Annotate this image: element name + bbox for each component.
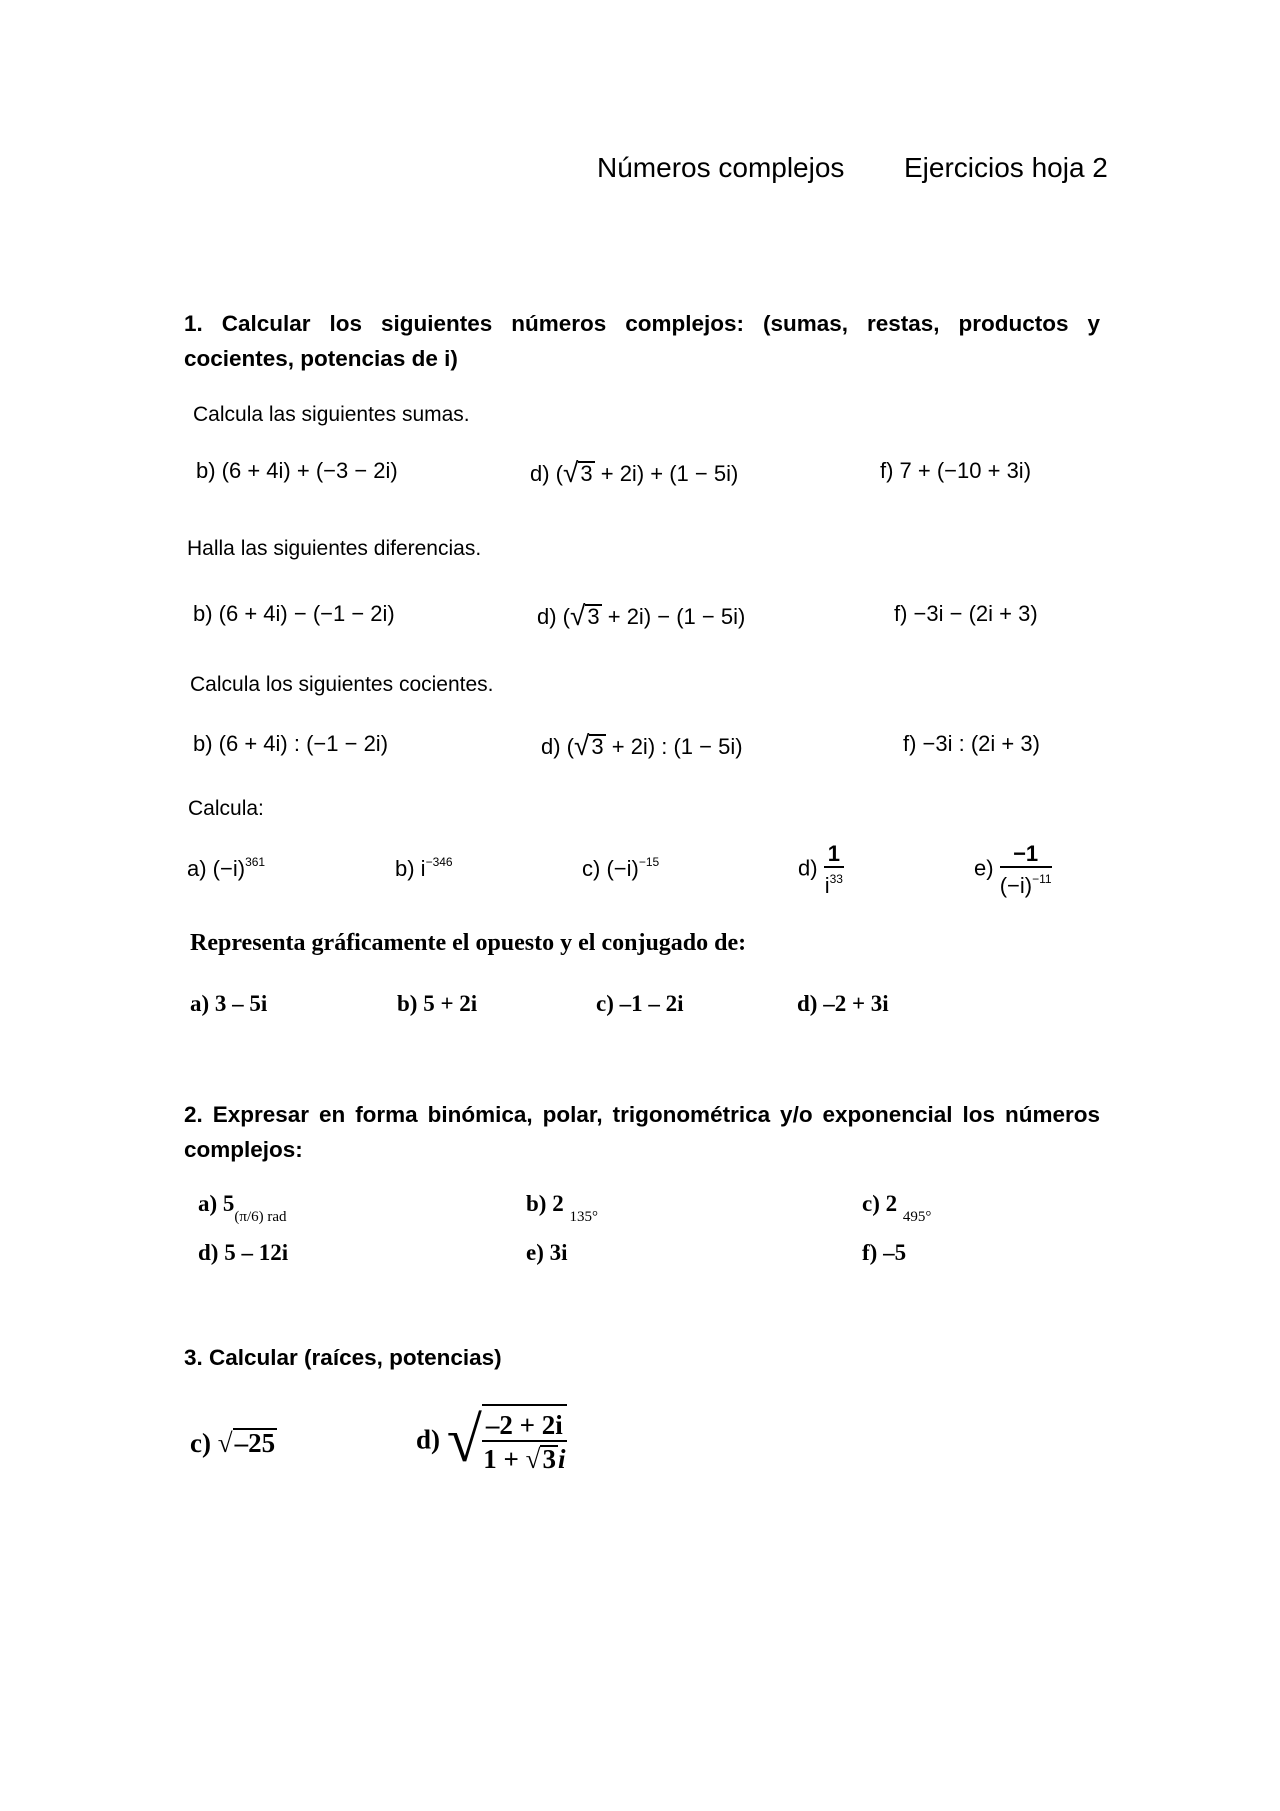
big-sqrt-icon: √ <box>446 1404 482 1475</box>
root-c-radicand: –25 <box>234 1428 276 1458</box>
root-c-label: c) <box>190 1428 211 1458</box>
potencias-e-num: −1 <box>1000 842 1052 868</box>
diferencias-d-root: 3 <box>587 604 600 629</box>
representa-a: a) 3 – 5i <box>190 991 268 1016</box>
cocientes-d-prefix: d) ( <box>541 734 574 759</box>
potencias-a-base: a) (−i) <box>187 856 246 881</box>
sumas-d-prefix: d) ( <box>530 461 563 486</box>
sqrt-icon: √ <box>574 730 590 761</box>
diferencias-b: b) (6 + 4i) − (−1 − 2i) <box>193 601 395 626</box>
potencias-d-label: d) <box>798 855 818 881</box>
cocientes-f: f) −3i : (2i + 3) <box>903 731 1040 756</box>
sumas-f: f) 7 + (−10 + 3i) <box>880 458 1032 483</box>
potencias-a <box>187 855 265 882</box>
polar-b <box>526 1191 598 1226</box>
diferencias-d-suffix: + 2i) − (1 − 5i) <box>601 604 746 629</box>
potencias-e-label: e) <box>974 855 994 881</box>
question-2: 2. Expresar en forma binómica, polar, trigonométrica y/o exponencial los números complejos: <box>184 1102 1100 1162</box>
representa-c: c) –1 – 2i <box>596 991 684 1016</box>
sqrt-icon: √ <box>217 1428 233 1458</box>
potencias-e-den <box>1000 868 1052 897</box>
potencias-title: Calcula: <box>188 797 264 820</box>
diferencias-f: f) −3i − (2i + 3) <box>894 601 1038 626</box>
sumas-d-suffix: + 2i) + (1 − 5i) <box>594 461 739 486</box>
root-d-den-prefix: 1 + <box>483 1444 526 1474</box>
root-d-fraction <box>482 1404 567 1476</box>
potencias-b-base: b) i <box>395 856 426 881</box>
header-sheet: Ejercicios hoja 2 <box>904 152 1108 183</box>
header-title: Números complejos <box>597 152 845 183</box>
polar-c <box>862 1191 931 1226</box>
polar-c-sub: 495° <box>902 1209 932 1225</box>
root-d-den <box>482 1442 567 1476</box>
cocientes-d <box>541 729 743 761</box>
potencias-a-exp: 361 <box>245 855 266 869</box>
sumas-d-root: 3 <box>580 461 593 486</box>
potencias-e-fraction <box>1000 842 1052 897</box>
cocientes-d-suffix: + 2i) : (1 − 5i) <box>605 734 743 759</box>
root-d-num: –2 + 2i <box>482 1410 567 1442</box>
cocientes-b: b) (6 + 4i) : (−1 − 2i) <box>193 731 389 756</box>
cocientes-d-root: 3 <box>591 734 604 759</box>
root-d-den-root: 3 <box>542 1444 556 1474</box>
sqrt-icon: √ <box>563 457 579 488</box>
sqrt-icon: √ <box>525 1444 541 1474</box>
polar-f: f) –5 <box>862 1240 907 1265</box>
potencias-d-fraction <box>824 842 844 897</box>
polar-d: d) 5 – 12i <box>198 1240 289 1265</box>
polar-a-label: a) 5 <box>198 1191 235 1216</box>
representa-d: d) –2 + 3i <box>797 991 889 1016</box>
sumas-d <box>530 456 738 488</box>
polar-a <box>198 1191 287 1226</box>
root-d-label: d) <box>416 1424 441 1455</box>
potencias-e-den-exp: −11 <box>1032 872 1052 886</box>
potencias-c-base: c) (−i) <box>582 856 639 881</box>
potencias-b <box>395 855 453 882</box>
sqrt-icon: √ <box>570 600 586 631</box>
diferencias-d <box>537 599 745 631</box>
sumas-b: b) (6 + 4i) + (−3 − 2i) <box>196 458 398 483</box>
potencias-e <box>974 842 1052 897</box>
polar-b-sub: 135° <box>569 1209 598 1225</box>
root-d-den-suffix: i <box>557 1444 566 1474</box>
root-d <box>416 1404 567 1476</box>
potencias-d-den-base: i <box>824 873 830 898</box>
potencias-d-num: 1 <box>824 842 844 868</box>
question-1: 1. Calcular los siguientes números complejos: (sumas, restas, productos y cocientes, potencias de i) <box>184 311 1100 371</box>
polar-e: e) 3i <box>526 1240 568 1265</box>
potencias-c-exp: −15 <box>638 855 660 869</box>
representa-b: b) 5 + 2i <box>397 991 478 1016</box>
question-3: 3. Calcular (raíces, potencias) <box>184 1345 502 1370</box>
polar-b-label: b) 2 <box>526 1191 564 1216</box>
potencias-b-exp: −346 <box>425 855 453 869</box>
potencias-e-den-base: (−i) <box>999 873 1033 898</box>
potencias-c <box>582 855 659 882</box>
cocientes-title: Calcula los siguientes cocientes. <box>190 673 494 696</box>
potencias-d-den <box>824 868 844 897</box>
polar-a-sub: (π/6) rad <box>234 1209 287 1225</box>
representa-title: Representa gráficamente el opuesto y el conjugado de: <box>190 930 747 956</box>
diferencias-title: Halla las siguientes diferencias. <box>187 537 482 560</box>
diferencias-d-prefix: d) ( <box>537 604 570 629</box>
potencias-d-den-exp: 33 <box>829 872 843 886</box>
root-c <box>190 1428 277 1459</box>
potencias-d <box>798 842 844 897</box>
sumas-title: Calcula las siguientes sumas. <box>193 403 470 426</box>
polar-c-label: c) 2 <box>862 1191 898 1216</box>
